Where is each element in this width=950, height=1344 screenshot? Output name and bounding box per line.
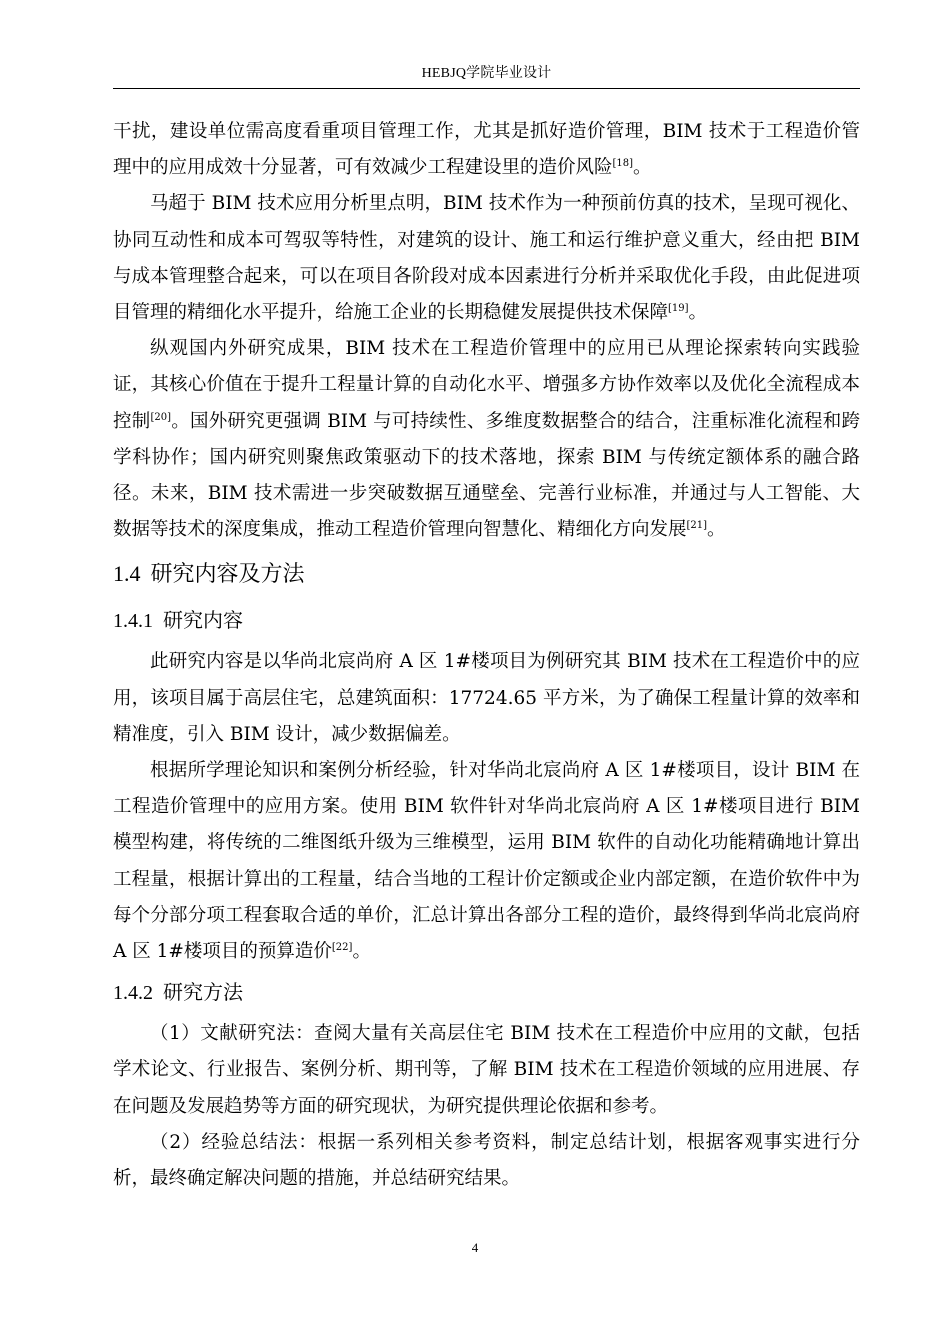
page-content <box>113 114 860 1197</box>
citation: [20] <box>150 411 171 423</box>
paragraph-text: 干扰，建设单位需高度看重项目管理工作，尤其是抓好造价管理，BIM 技术于工程造价管理中的应用成效十分显著，可有效减少工程建设里的造价风险 <box>113 121 860 179</box>
section-heading-1-4 <box>113 550 860 598</box>
section-heading-1-4-2 <box>113 970 860 1016</box>
running-header: HEBJQ学院毕业设计 <box>421 66 552 81</box>
header-rule <box>113 88 860 89</box>
citation: [18] <box>612 158 634 170</box>
section-title: 研究内容及方法 <box>150 561 305 587</box>
paragraph-text: 。国外研究更强调 BIM 与可持续性、多维度数据整合的结合，注重标准化流程和跨学科协作；国内研究则聚焦政策驱动下的技术落地，探索 BIM 与传统定额体系的融合路径。未来，BIM 技术需进一步突破数据互通壁垒、完善行业标准，并通过与人工智能、大数据等技术的深度集成，推动工程造价管理向智慧化、精细化方向发展 <box>113 410 860 541</box>
section-number: 1.4 <box>113 561 141 587</box>
paragraph-text: 纵观国内外研究成果，BIM 技术在工程造价管理中的应用已从理论探索转向实践验证，其核心价值在于提升工程量计算的自动化水平、增强多方协作效率以及优化全流程成本控制 <box>113 338 860 432</box>
section-title: 研究方法 <box>163 982 243 1005</box>
section-number: 1.4.1 <box>113 610 153 633</box>
paragraph-research-content-1: 此研究内容是以华尚北宸尚府 A 区 1#楼项目为例研究其 BIM 技术在工程造价中的应用，该项目属于高层住宅，总建筑面积：17724.65 平方米，为了确保工程量计算的效率和精准度，引入 BIM 设计，减少数据偏差。 <box>113 651 861 745</box>
section-title: 研究内容 <box>163 610 243 633</box>
section-number: 1.4.2 <box>113 982 153 1005</box>
paragraph-text: 马超于 BIM 技术应用分析里点明，BIM 技术作为一种预前仿真的技术，呈现可视化、协同互动性和成本可驾驭等特性，对建筑的设计、施工和运行维护意义重大，经由把 BIM 与成本管理整合起来，可以在项目各阶段对成本因素进行分析并采取优化手段，由此促进项目管理的精细化水平提升，给施工企业的长期稳健发展提供技术保障 <box>113 193 860 324</box>
paragraph-continued: 干扰，建设单位需高度看重项目管理工作，尤其是抓好造价管理，BIM 技术于工程造价管理中的应用成效十分显著，可有效减少工程建设里的造价风险[18]。 <box>113 121 860 179</box>
paragraph-machao: 马超于 BIM 技术应用分析里点明，BIM 技术作为一种预前仿真的技术，呈现可视化、协同互动性和成本可驾驭等特性，对建筑的设计、施工和运行维护意义重大，经由把 BIM 与成本管理整合起来，可以在项目各阶段对成本因素进行分析并采取优化手段，由此促进项目管理的精细化水平提升，给施工企业的长期稳健发展提供技术保障[19]。 <box>113 193 860 324</box>
paragraph-method-literature: （1）文献研究法：查阅大量有关高层住宅 BIM 技术在工程造价中应用的文献，包括学术论文、行业报告、案例分析、期刊等，了解 BIM 技术在工程造价领域的应用进展、存在问题及发展趋势等方面的研究现状，为研究提供理论依据和参考。 <box>113 1023 860 1117</box>
paragraph-method-experience: （2）经验总结法：根据一系列相关参考资料，制定总结计划，根据客观事实进行分析，最终确定解决问题的措施，并总结研究结果。 <box>113 1131 860 1190</box>
citation: [21] <box>686 520 708 532</box>
section-heading-1-4-1 <box>113 598 860 644</box>
paragraph-text: 根据所学理论知识和案例分析经验，针对华尚北宸尚府 A 区 1#楼项目，设计 BIM 在工程造价管理中的应用方案。使用 BIM 软件针对华尚北宸尚府 A 区 1#楼项目进行 BIM 模型构建，将传统的二维图纸升级为三维模型，运用 BIM 软件的自动化功能精确地计算出工程量，根据计算出的工程量，结合当地的工程计价定额或企业内部定额，在造价软件中为每个分部分项工程套取合适的单价，汇总计算出各部分工程的造价，最终得到华尚北宸尚府 A 区 1#楼项目的预算造价 <box>113 760 860 963</box>
page-number: 4 <box>471 1240 479 1255</box>
citation: [22] <box>331 942 353 954</box>
citation: [19] <box>668 303 689 315</box>
paragraph-summary: 纵观国内外研究成果，BIM 技术在工程造价管理中的应用已从理论探索转向实践验证，其核心价值在于提升工程量计算的自动化水平、增强多方协作效率以及优化全流程成本控制[20]。国外研究更强调 BIM 与可持续性、多维度数据整合的结合，注重标准化流程和跨学科协作；国内研究则聚焦政策驱动下的技术落地，探索 BIM 与传统定额体系的融合路径。未来，BIM 技术需进一步突破数据互通壁垒、完善行业标准，并通过与人工智能、大数据等技术的深度集成，推动工程造价管理向智慧化、精细化方向发展[21]。 <box>113 338 860 541</box>
paragraph-research-content-2: 根据所学理论知识和案例分析经验，针对华尚北宸尚府 A 区 1#楼项目，设计 BIM 在工程造价管理中的应用方案。使用 BIM 软件针对华尚北宸尚府 A 区 1#楼项目进行 BIM 模型构建，将传统的二维图纸升级为三维模型，运用 BIM 软件的自动化功能精确地计算出工程量，根据计算出的工程量，结合当地的工程计价定额或企业内部定额，在造价软件中为每个分部分项工程套取合适的单价，汇总计算出各部分工程的造价，最终得到华尚北宸尚府 A 区 1#楼项目的预算造价[22]。 <box>113 760 860 963</box>
